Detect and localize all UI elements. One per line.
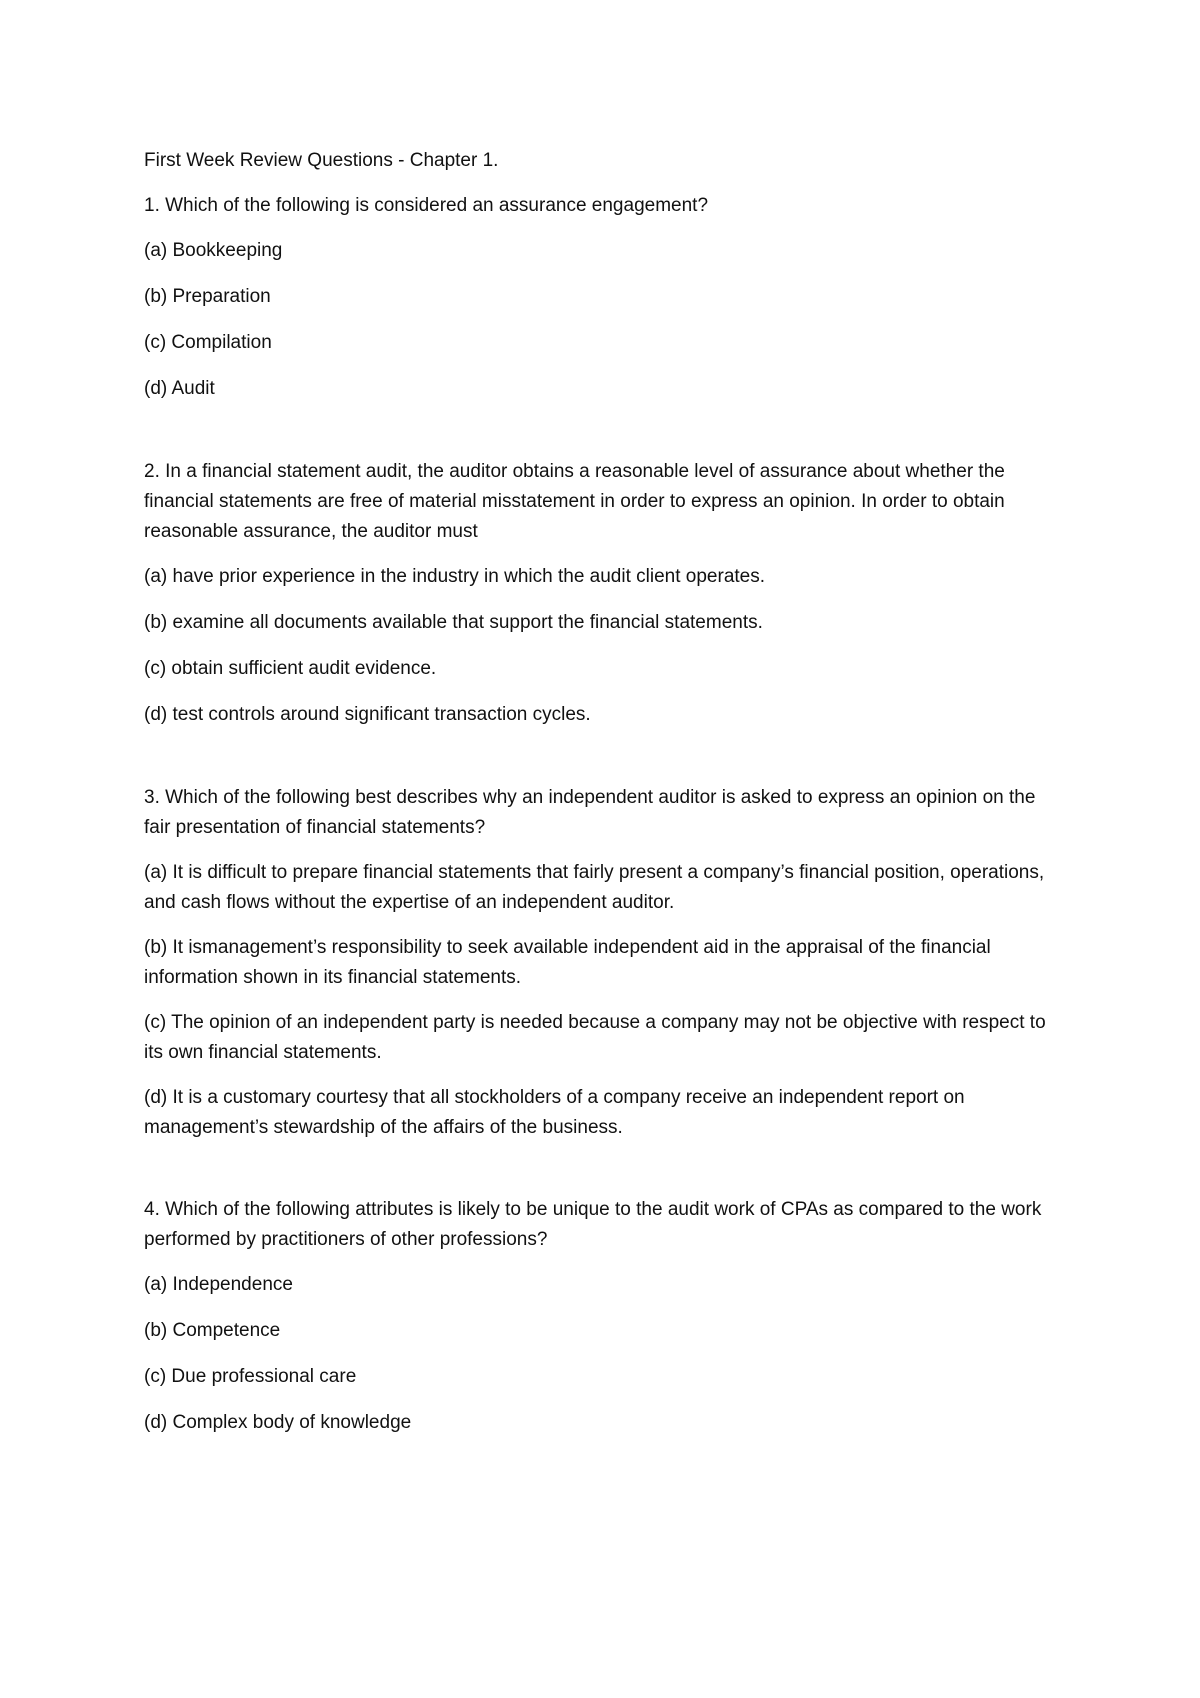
option-b: (b) Competence — [144, 1320, 281, 1341]
option-b: (b) Preparation — [144, 286, 271, 307]
document-content — [144, 146, 1064, 1454]
option-a: (a) Bookkeeping — [144, 240, 283, 261]
option-d: (d) test controls around significant transaction cycles. — [144, 704, 591, 725]
option-c: (c) Compilation — [144, 332, 272, 353]
option-b: (b) examine all documents available that support the financial statements. — [144, 612, 763, 633]
option-d: (d) Audit — [144, 378, 215, 399]
option-c: (c) obtain sufficient audit evidence. — [144, 658, 437, 679]
question-4 — [144, 1195, 1064, 1438]
spacer — [144, 420, 1064, 457]
option-d: (d) Complex body of knowledge — [144, 1412, 412, 1433]
option-a: (a) It is difficult to prepare financial statements that fairly present a company’s financial position, operations, and cash flows without the expertise of an independent auditor. — [144, 862, 1045, 913]
spacer — [144, 746, 1064, 783]
option-a: (a) have prior experience in the industry in which the audit client operates. — [144, 566, 766, 587]
question-text: 4. Which of the following attributes is likely to be unique to the audit work of CPAs as compared to the work performed by practitioners of other professions? — [144, 1199, 1042, 1250]
spacer — [144, 1158, 1064, 1195]
question-2 — [144, 457, 1064, 730]
question-text: 1. Which of the following is considered an assurance engagement? — [144, 195, 709, 216]
question-text: 2. In a financial statement audit, the auditor obtains a reasonable level of assurance about whether the financial statements are free of material misstatement in order to express an opinion. In order to obtain reasonable assurance, the auditor must — [144, 461, 1005, 542]
question-text: 3. Which of the following best describes why an independent auditor is asked to express an opinion on the fair presentation of financial statements? — [144, 787, 1036, 838]
option-b: (b) It ismanagement’s responsibility to seek available independent aid in the appraisal of the financial information shown in its financial statements. — [144, 937, 991, 988]
question-3 — [144, 783, 1064, 1143]
question-1 — [144, 191, 1064, 404]
option-c: (c) Due professional care — [144, 1366, 357, 1387]
option-a: (a) Independence — [144, 1274, 293, 1295]
document-title: First Week Review Questions - Chapter 1. — [144, 150, 499, 171]
option-d: (d) It is a customary courtesy that all stockholders of a company receive an independent report on management’s stewardship of the affairs of the business. — [144, 1087, 965, 1138]
option-c: (c) The opinion of an independent party is needed because a company may not be objective with respect to its own financial statements. — [144, 1012, 1046, 1063]
